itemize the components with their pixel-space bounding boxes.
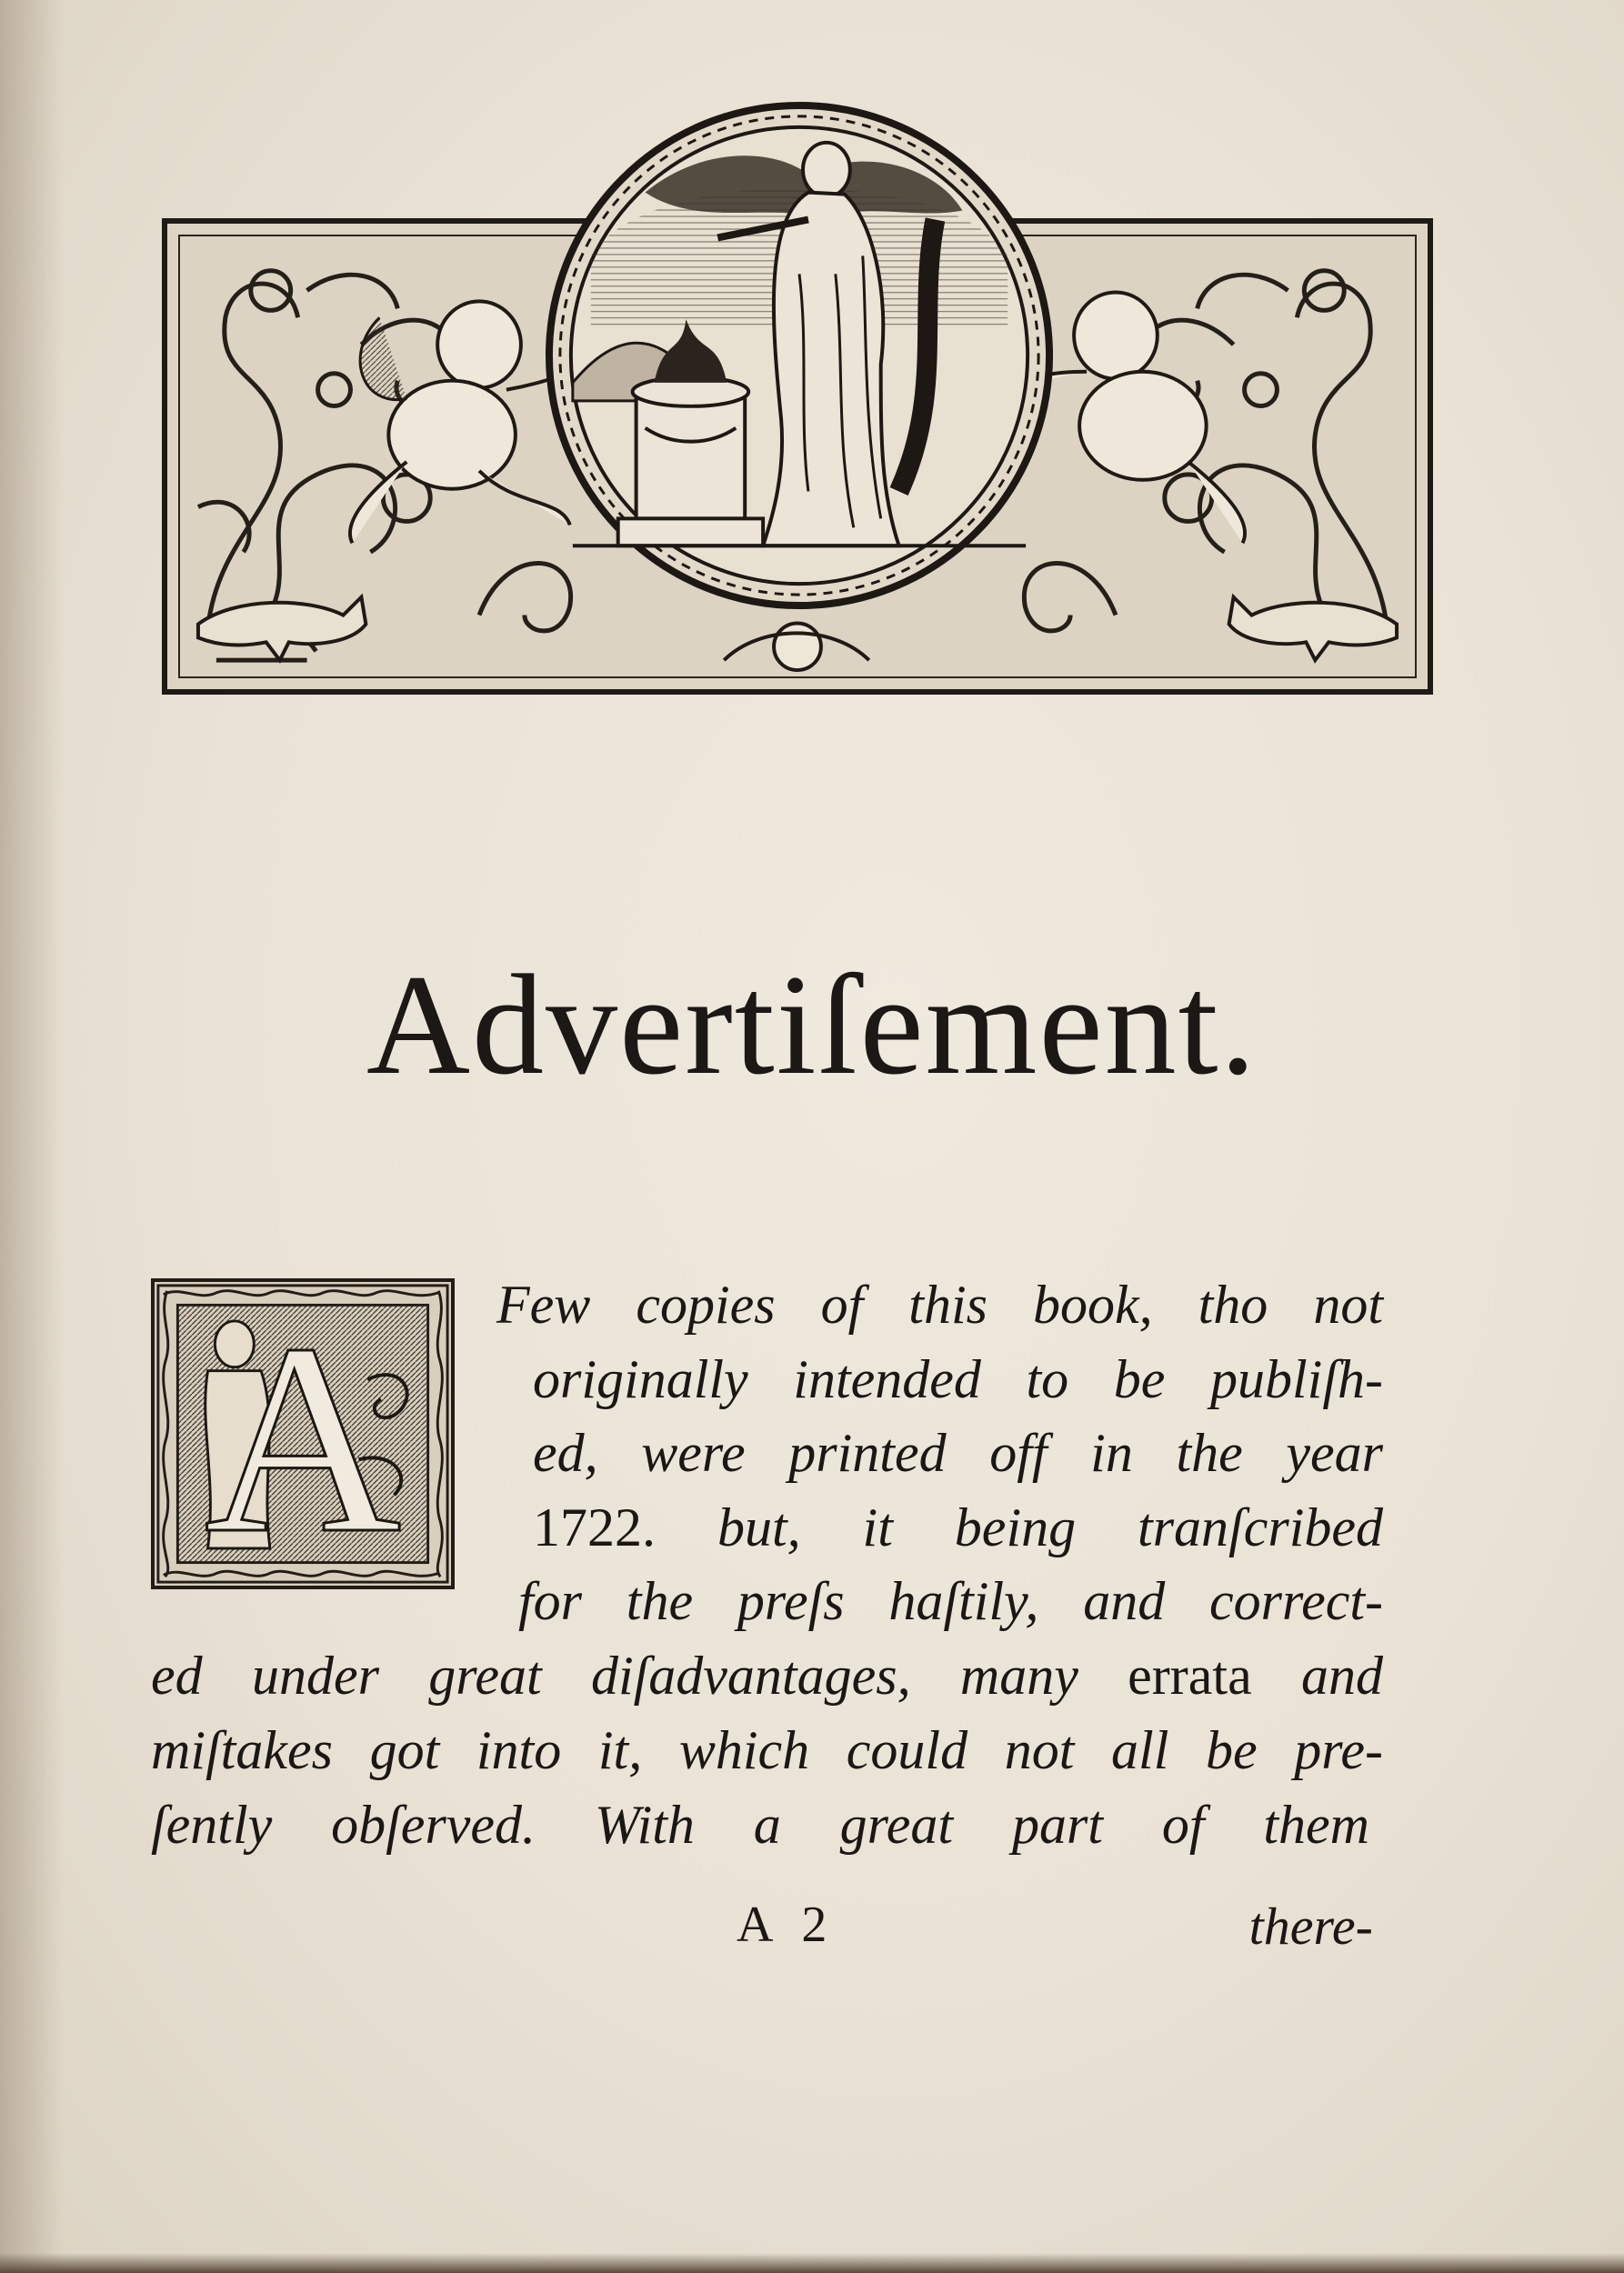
text-line-5: for the preſs haſtily, and correct- <box>518 1571 1383 1631</box>
text-line-7: miſtakes got into it, which could not all be pre- <box>151 1720 1383 1780</box>
text-line-3: ed, were printed off in the year <box>533 1423 1383 1483</box>
text-line-6 <box>151 1644 1383 1707</box>
medallion-scene-icon <box>536 93 1062 618</box>
page-bottom-edge <box>0 2253 1624 2273</box>
text-line-8: ſently obſerved. With a great part of them <box>151 1795 1369 1855</box>
drop-cap-letter: A <box>204 1287 402 1589</box>
signature-mark: A 2 <box>737 1897 837 1953</box>
year-text: 1722. <box>533 1497 656 1557</box>
page-title: Advertiſement. <box>366 946 1258 1105</box>
text-line-6-pre: ed under great diſadvantages, many <box>151 1646 1078 1706</box>
text-line-2: originally intended to be publiſh- <box>533 1349 1383 1409</box>
errata-word: errata <box>1128 1646 1252 1706</box>
text-line-4-rest: but, it being tranſcribed <box>717 1497 1384 1557</box>
text-line-6-post: and <box>1301 1646 1384 1706</box>
drop-cap-initial <box>151 1278 455 1589</box>
text-line-4 <box>533 1496 1383 1559</box>
text-line-1: Few copies of this book, tho not <box>496 1275 1383 1335</box>
catchword: there- <box>1248 1897 1373 1956</box>
gutter-shadow <box>0 0 64 2273</box>
